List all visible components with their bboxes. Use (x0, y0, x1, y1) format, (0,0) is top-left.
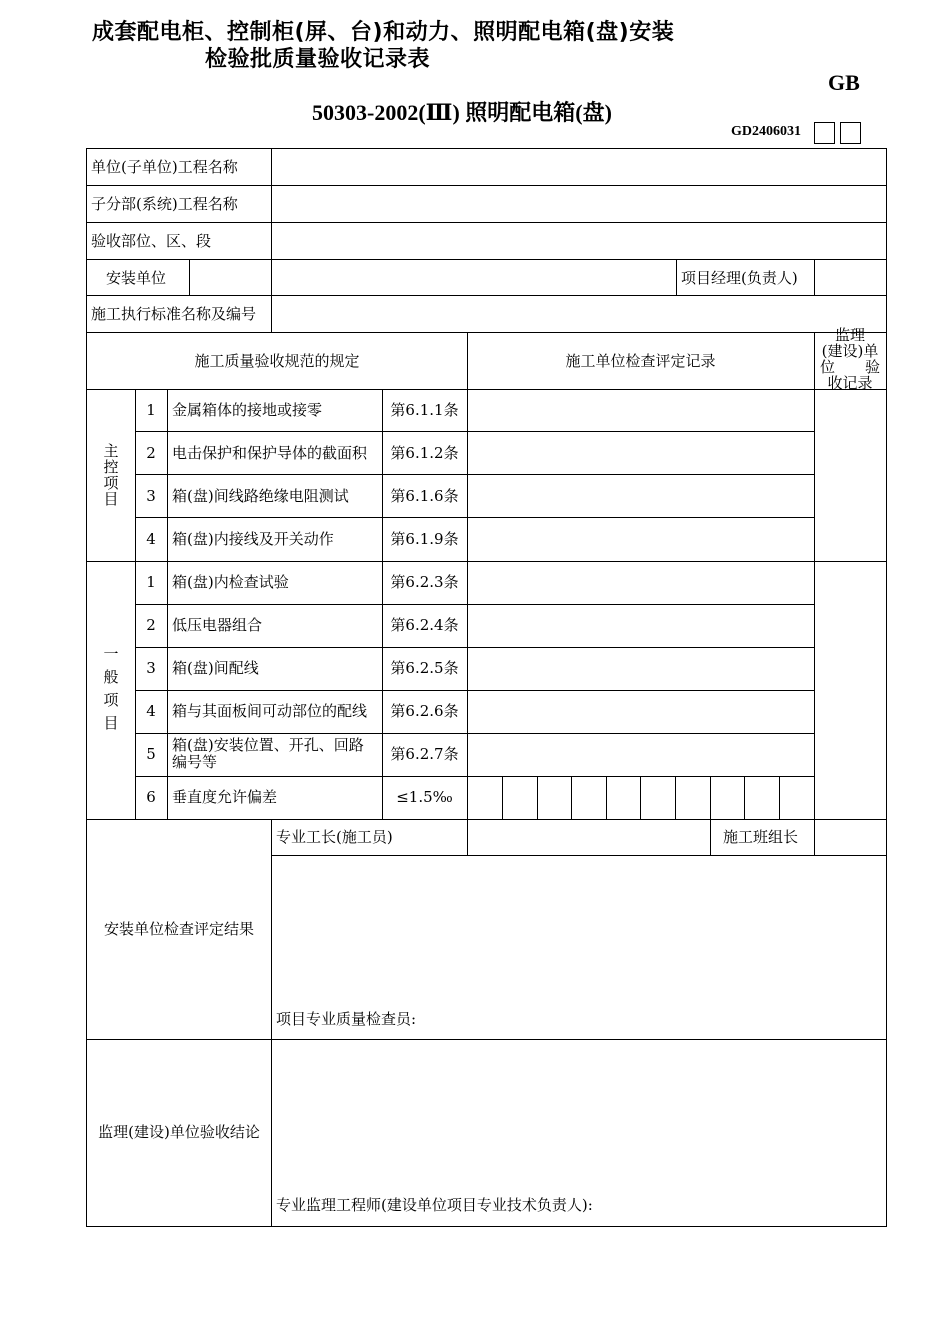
general-item-clause: 第6.2.6条 (390, 702, 459, 720)
supervisor-header-1: 监理 (834, 326, 865, 344)
main-item-clause: 第6.1.9条 (390, 530, 459, 548)
supervisor-header-4: 收记录 (827, 374, 873, 392)
sub-project-label: 子分部(系统)工程名称 (91, 195, 238, 213)
general-item-text-line1: 箱(盘)安装位置、开孔、回路 (172, 736, 364, 754)
install-unit-label: 安装单位 (106, 269, 167, 287)
form-title: 成套配电柜、控制柜(屏、台)和动力、照明配电箱(盘)安装 (92, 20, 675, 45)
general-item-text: 箱与其面板间可动部位的配线 (172, 702, 368, 720)
standard-label: 施工执行标准名称及编号 (91, 305, 257, 323)
engineer-label: 专业监理工程师(建设单位项目专业技术负责人): (276, 1196, 593, 1214)
general-item-text: 箱(盘)内检查试验 (172, 573, 289, 591)
general-item-text-line2: 编号等 (172, 753, 218, 771)
general-item-clause: ≤1.5‰ (396, 788, 453, 806)
conclusion-label: 监理(建设)单位验收结论 (98, 1123, 260, 1141)
code-box-1[interactable] (814, 122, 835, 144)
general-item-no: 1 (146, 573, 156, 591)
general-item-clause: 第6.2.4条 (390, 616, 459, 634)
main-item-text: 金属箱体的接地或接零 (172, 401, 323, 419)
main-item-text: 电击保护和保护导体的截面积 (172, 444, 368, 462)
unit-project-label: 单位(子单位)工程名称 (91, 158, 238, 176)
project-manager-label: 项目经理(负责人) (681, 269, 798, 287)
general-item-no: 3 (146, 659, 156, 677)
standard-title: 50303-2002(Ⅲ) 照明配电箱(盘) (312, 100, 612, 125)
main-item-no: 4 (146, 530, 156, 548)
inspection-form-table (86, 148, 887, 1227)
main-item-text: 箱(盘)间线路绝缘电阻测试 (172, 487, 349, 505)
spec-header: 施工质量验收规范的规定 (194, 352, 360, 370)
main-item-no: 2 (146, 444, 156, 462)
main-control-label: 主 控 项 目 (103, 442, 119, 508)
code-box-2[interactable] (840, 122, 861, 144)
quality-inspector-label: 项目专业质量检查员: (276, 1010, 417, 1028)
main-item-clause: 第6.1.6条 (390, 487, 459, 505)
record-header: 施工单位检查评定记录 (565, 352, 716, 370)
general-item-no: 5 (146, 745, 156, 763)
check-result-label: 安装单位检查评定结果 (103, 920, 254, 938)
form-subtitle: 检验批质量验收记录表 (205, 47, 431, 72)
standard-prefix: GB (828, 70, 860, 95)
general-item-text: 垂直度允许偏差 (172, 788, 278, 806)
acceptance-part-label: 验收部位、区、段 (91, 232, 212, 250)
general-item-clause: 第6.2.7条 (390, 745, 459, 763)
general-item-text: 低压电器组合 (172, 616, 263, 634)
team-leader-label: 施工班组长 (723, 828, 799, 846)
form-code: GD2406031 (731, 124, 801, 139)
general-item-clause: 第6.2.5条 (390, 659, 459, 677)
foreman-label: 专业工长(施工员) (276, 828, 393, 846)
general-item-text: 箱(盘)间配线 (172, 659, 259, 677)
general-items-label: 一 般 项 目 (103, 645, 119, 732)
main-item-text: 箱(盘)内接线及开关动作 (172, 530, 334, 548)
main-item-no: 1 (146, 401, 156, 419)
general-item-no: 2 (146, 616, 156, 634)
supervisor-header-2: (建设)单 (821, 342, 879, 360)
main-item-clause: 第6.1.2条 (390, 444, 459, 462)
general-item-no: 4 (146, 702, 156, 720)
supervisor-header-3: 位 验 (819, 358, 880, 376)
general-item-clause: 第6.2.3条 (390, 573, 459, 591)
main-item-no: 3 (146, 487, 156, 505)
general-item-no: 6 (146, 788, 156, 806)
main-item-clause: 第6.1.1条 (390, 401, 459, 419)
